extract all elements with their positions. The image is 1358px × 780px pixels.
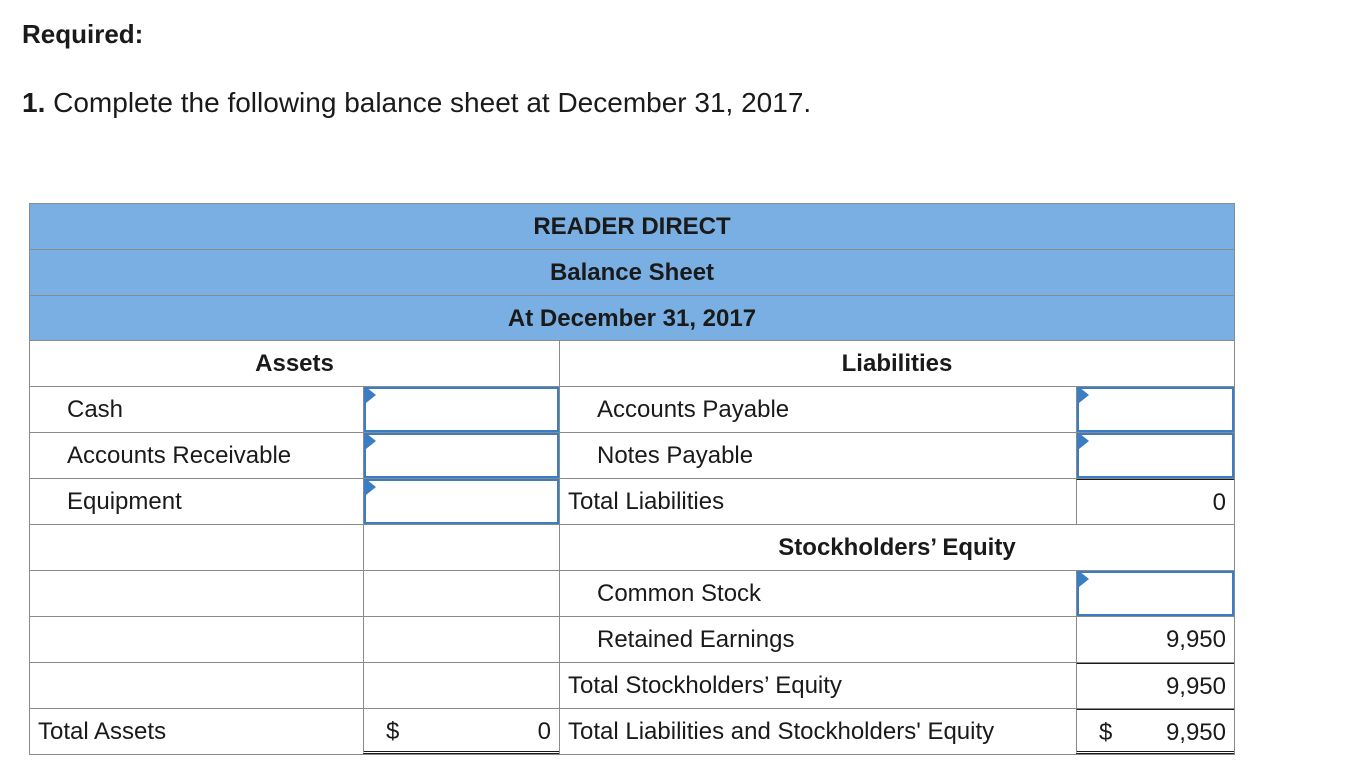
table-row [29, 341, 1235, 387]
total-liabilities-label: Total Liabilities [559, 479, 1076, 524]
notes-payable-input-cell [1076, 433, 1234, 478]
common-stock-label: Common Stock [559, 571, 1076, 616]
statement-date: At December 31, 2017 [29, 295, 1235, 341]
company-name: READER DIRECT [29, 203, 1235, 249]
required-heading: Required: [22, 19, 144, 49]
total-assets-cell [363, 709, 559, 754]
liabilities-header: Liabilities [559, 341, 1234, 386]
cash-input[interactable] [364, 387, 559, 432]
equity-header: Stockholders’ Equity [559, 525, 1234, 570]
empty-cell [30, 663, 363, 708]
empty-cell [30, 617, 363, 662]
total-assets-label: Total Assets [38, 718, 167, 745]
table-row [29, 387, 1235, 433]
accounts-payable-input-cell [1076, 387, 1234, 432]
cash-label: Cash [67, 396, 124, 423]
empty-cell [30, 571, 363, 616]
total-liabilities-value: 0 [1076, 479, 1234, 524]
common-stock-input-cell [1076, 571, 1234, 616]
empty-cell [363, 571, 559, 616]
total-liabilities-equity-value: 9,950 [1165, 719, 1226, 746]
empty-cell [363, 617, 559, 662]
table-row [29, 479, 1235, 525]
retained-earnings-value: 9,950 [1076, 617, 1234, 662]
common-stock-input[interactable] [1077, 571, 1234, 616]
table-row [29, 709, 1235, 755]
notes-payable-input[interactable] [1077, 433, 1234, 478]
accounts-receivable-input-cell [363, 433, 559, 478]
table-row [29, 663, 1235, 709]
equipment-label: Equipment [67, 488, 182, 515]
table-row [29, 525, 1235, 571]
instruction-body: Complete the following balance sheet at December 31, 2017. [53, 87, 812, 118]
total-liabilities-equity-label: Total Liabilities and Stockholders' Equity [559, 709, 1076, 754]
total-equity-value: 9,950 [1076, 663, 1234, 708]
instruction-number: 1. [22, 87, 46, 118]
total-liabilities-equity-cell [1076, 709, 1234, 754]
accounts-payable-label: Accounts Payable [559, 387, 1076, 432]
instruction-text [22, 86, 811, 120]
retained-earnings-label: Retained Earnings [559, 617, 1076, 662]
equipment-input[interactable] [364, 479, 559, 524]
equipment-input-cell [363, 479, 559, 524]
empty-cell [363, 663, 559, 708]
notes-payable-label: Notes Payable [559, 433, 1076, 478]
cash-input-cell [363, 387, 559, 432]
accounts-receivable-label: Accounts Receivable [67, 442, 292, 469]
empty-cell [30, 525, 363, 570]
accounts-payable-input[interactable] [1077, 387, 1234, 432]
assets-header: Assets [255, 350, 334, 377]
empty-cell [363, 525, 559, 570]
table-row [29, 433, 1235, 479]
statement-title: Balance Sheet [29, 249, 1235, 295]
total-equity-label: Total Stockholders’ Equity [559, 663, 1076, 708]
total-assets-currency: $ [386, 718, 400, 745]
table-row [29, 571, 1235, 617]
table-row [29, 617, 1235, 663]
total-assets-value: 0 [537, 718, 551, 745]
balance-sheet-table [29, 203, 1235, 755]
accounts-receivable-input[interactable] [364, 433, 559, 478]
total-liabilities-equity-currency: $ [1099, 719, 1113, 746]
